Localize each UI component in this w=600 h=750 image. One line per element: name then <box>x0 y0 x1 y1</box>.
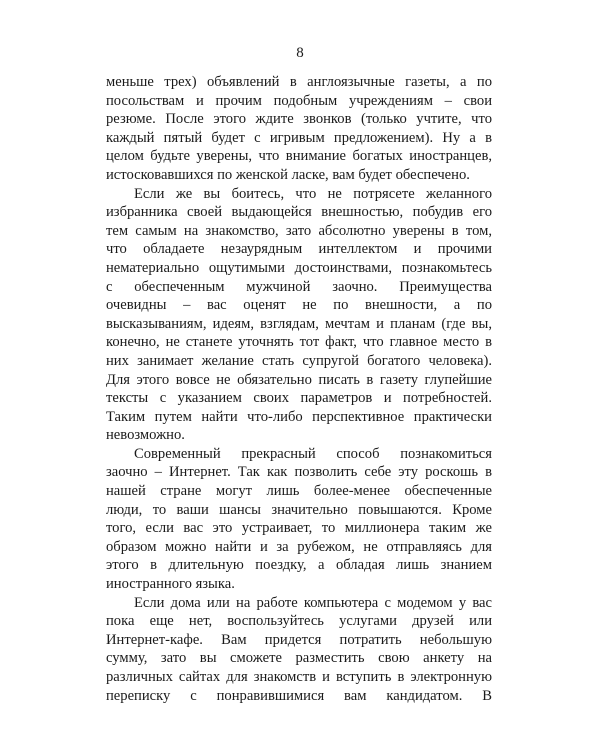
text-line: конечно, не станете уточнять тот факт, что главное место в <box>106 334 492 351</box>
text-line: избранника своей выдающейся внешностью, побудив его <box>106 204 492 221</box>
text-line: меньше трех) объявлений в англоязычные газеты, а по <box>106 74 492 90</box>
text-line: высказываниям, идеям, взглядам, мечтам и планам (где вы, <box>106 315 492 332</box>
text-line: того, если вас это устраивает, то миллионера таким же <box>106 520 492 537</box>
text-line: невозможно. <box>106 427 185 444</box>
text-line: Современный прекрасный способ познакомиться <box>134 445 492 462</box>
text-line: истосковавшихся по женской ласке, вам будет обеспечено. <box>106 166 470 183</box>
text-line: Для этого вовсе не обязательно писать в газету глупейшие <box>106 371 492 388</box>
text-line: нашей стране могут лишь более-менее обеспеченные <box>106 483 492 500</box>
text-line: заочно – Интернет. Так как позволить себе эту роскошь в <box>106 464 492 481</box>
text-line: каждый пятый будет с игривым предложением). Ну а в <box>106 129 492 146</box>
text-line: Если же вы боитесь, что не потрясете желанного <box>134 185 492 202</box>
text-line: Таким путем найти что-либо перспективное практически <box>106 408 492 425</box>
text-line: люди, то ваши шансы значительно повышаются. Кроме <box>106 501 492 518</box>
text-line: Интернет-кафе. Вам придется потратить небольшую <box>106 631 492 648</box>
text-line: различных сайтах для знакомств и вступить в электронную <box>106 669 492 685</box>
text-line: Если дома или на работе компьютера с модемом у вас <box>134 594 492 611</box>
text-line: сумму, зато вы сможете разместить свою анкету на <box>106 650 492 667</box>
body-text <box>106 73 492 705</box>
text-line: пока еще нет, воспользуйтесь услугами друзей или <box>106 613 492 630</box>
text-line: иностранного языка. <box>106 576 235 593</box>
text-line: что обладаете незаурядным интеллектом и прочими <box>106 241 492 258</box>
page-number: 8 <box>296 45 304 61</box>
text-line: нематериально ощутимыми достоинствами, познакомьтесь <box>106 259 492 276</box>
text-line: этого в длительную поездку, а обладая лишь знанием <box>106 557 492 574</box>
text-line: посольствам и прочим подобным учреждениям – свои <box>106 92 492 109</box>
text-line: образом можно найти и за рубежом, не отправляясь для <box>106 538 492 555</box>
text-line: целом будьте уверены, что внимание богатых иностранцев, <box>106 148 492 165</box>
text-line: тем самым на знакомство, зато абсолютно уверены в том, <box>106 222 492 239</box>
text-line: с обеспеченным мужчиной заочно. Преимущества <box>106 278 492 295</box>
text-line: резюме. После этого ждите звонков (только учтите, что <box>106 111 492 128</box>
text-line: очевидны – вас оценят не по внешности, а по <box>106 297 492 314</box>
text-line: тексты с указанием своих параметров и потребностей. <box>106 390 492 407</box>
text-line: них занимает желание стать супругой богатого человека). <box>106 352 492 369</box>
text-line: переписку с понравившимися вам кандидатом. В <box>106 687 492 704</box>
